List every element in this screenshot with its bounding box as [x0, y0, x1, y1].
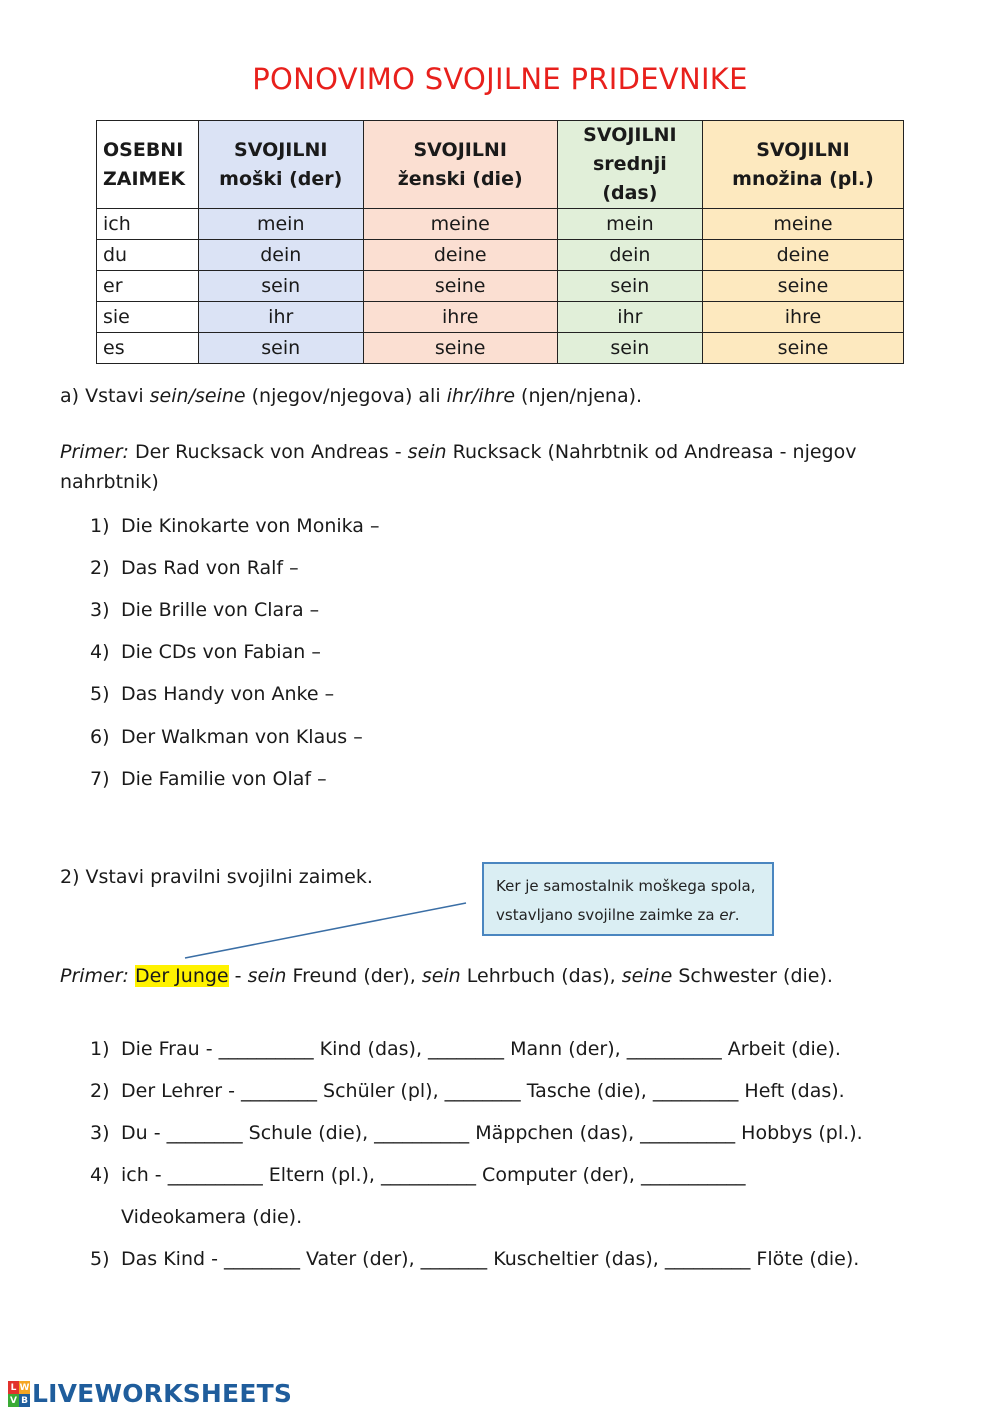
table-cell: ihr — [198, 302, 363, 333]
table-cell: sein — [198, 333, 363, 364]
table-cell: sein — [557, 333, 702, 364]
list-item: 1) Die Frau - __________ Kind (das), ________ Mann (der), __________ Arbeit (die). — [90, 1038, 841, 1060]
exercise-2-example: Primer: Der Junge - sein Freund (der), sein Lehrbuch (das), seine Schwester (die). — [60, 965, 833, 987]
table-cell: ihr — [557, 302, 702, 333]
table-cell: mein — [198, 209, 363, 240]
table-cell: ich — [97, 209, 199, 240]
list-item: 1) Die Kinokarte von Monika – — [90, 515, 380, 537]
table-cell: mein — [557, 209, 702, 240]
table-cell: deine — [702, 240, 903, 271]
header-personal-pronoun: OSEBNI ZAIMEK — [97, 121, 199, 209]
header-plural: SVOJILNI množina (pl.) — [702, 121, 903, 209]
list-item-continuation: Videokamera (die). — [121, 1206, 303, 1228]
table-cell: seine — [363, 271, 557, 302]
table-cell: seine — [363, 333, 557, 364]
list-item: 3) Du - ________ Schule (die), __________ Mäppchen (das), __________ Hobbys (pl.). — [90, 1122, 863, 1144]
list-item: 4) ich - __________ Eltern (pl.), __________ Computer (der), ___________ — [90, 1164, 746, 1186]
header-masculine: SVOJILNI moški (der) — [198, 121, 363, 209]
list-item: 5) Das Handy von Anke – — [90, 683, 335, 705]
table-cell: er — [97, 271, 199, 302]
table-cell: sein — [198, 271, 363, 302]
logo-badge-icon: L W V B — [8, 1381, 30, 1407]
table-cell: seine — [702, 333, 903, 364]
list-item: 2) Der Lehrer - ________ Schüler (pl), ________ Tasche (die), _________ Heft (das). — [90, 1080, 845, 1102]
table-cell: sein — [557, 271, 702, 302]
table-cell: du — [97, 240, 199, 271]
table-cell: ihre — [363, 302, 557, 333]
table-cell: seine — [702, 271, 903, 302]
list-item: 5) Das Kind - ________ Vater (der), _______ Kuscheltier (das), _________ Flöte (die). — [90, 1248, 860, 1270]
header-neuter: SVOJILNI srednji (das) — [557, 121, 702, 209]
table-cell: dein — [198, 240, 363, 271]
list-item: 7) Die Familie von Olaf – — [90, 768, 327, 790]
list-item: 2) Das Rad von Ralf – — [90, 557, 299, 579]
list-item: 6) Der Walkman von Klaus – — [90, 726, 363, 748]
table-cell: ihre — [702, 302, 903, 333]
exercise-a-instruction: a) Vstavi sein/seine (njegov/njegova) ali ihr/ihre (njen/njena). — [60, 385, 643, 407]
exercise-a-example: Primer: Der Rucksack von Andreas - sein Rucksack (Nahrbtnik od Andreasa - njegov nahrbtnik) — [60, 441, 857, 493]
callout-line-2: vstavljano svojilne zaimke za er. — [496, 906, 740, 924]
highlighted-subject: Der Junge — [135, 965, 229, 987]
callout-line-1: Ker je samostalnik moškega spola, — [496, 877, 756, 895]
table-cell: dein — [557, 240, 702, 271]
table-cell: deine — [363, 240, 557, 271]
table-cell: sie — [97, 302, 199, 333]
table-cell: es — [97, 333, 199, 364]
exercise-2-instruction: 2) Vstavi pravilni svojilni zaimek. — [60, 866, 373, 888]
table-cell: meine — [363, 209, 557, 240]
logo-text: LIVEWORKSHEETS — [32, 1379, 293, 1408]
header-feminine: SVOJILNI ženski (die) — [363, 121, 557, 209]
list-item: 3) Die Brille von Clara – — [90, 599, 320, 621]
table-cell: meine — [702, 209, 903, 240]
page-title: PONOVIMO SVOJILNE PRIDEVNIKE — [252, 62, 748, 96]
list-item: 4) Die CDs von Fabian – — [90, 641, 321, 663]
